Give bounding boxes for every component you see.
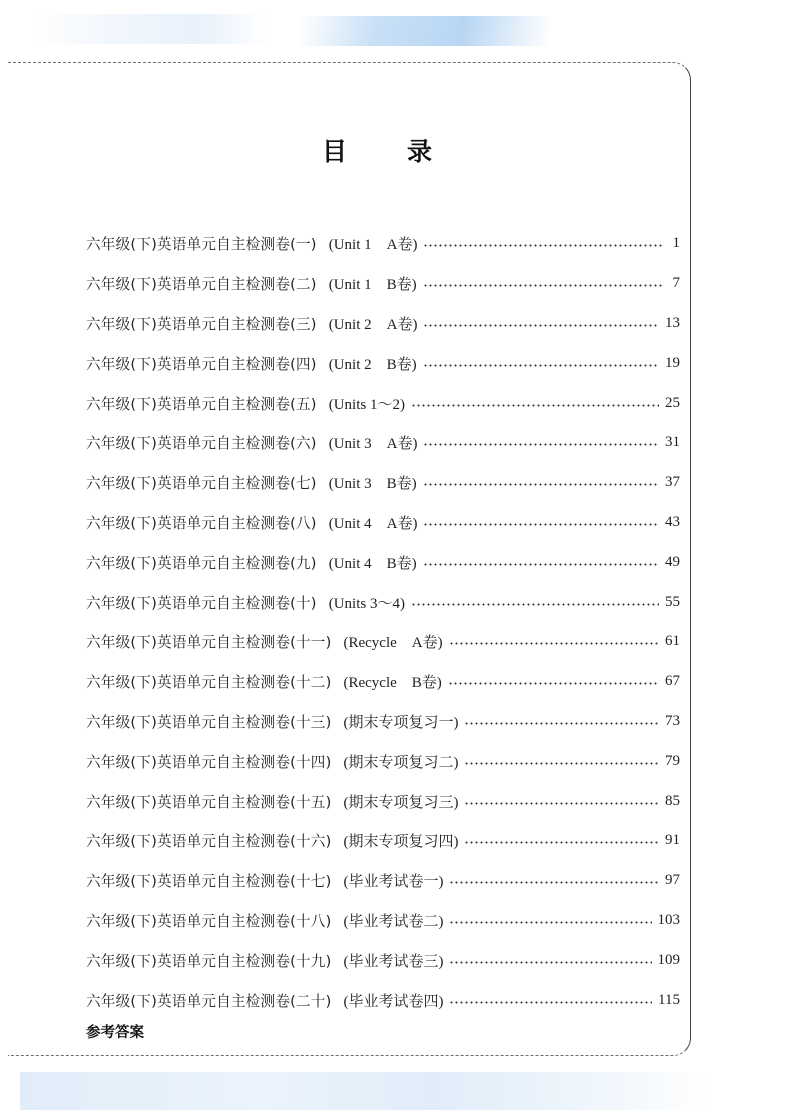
- top-band-stripe-accent: [300, 16, 550, 46]
- toc-entry[interactable]: [86, 861, 680, 901]
- toc-page-number: 31: [665, 434, 680, 451]
- toc-entry-title: 六年级(下)英语单元自主检测卷(十九): [86, 952, 332, 970]
- toc-entry-title: 六年级(下)英语单元自主检测卷(二十): [86, 992, 332, 1010]
- dot-leader: [423, 483, 659, 486]
- toc-entry-title: 六年级(下)英语单元自主检测卷(十五): [86, 793, 332, 811]
- toc-entry-title: 六年级(下)英语单元自主检测卷(八): [86, 514, 317, 532]
- dot-leader: [449, 921, 651, 924]
- toc-entry-title: 六年级(下)英语单元自主检测卷(四): [86, 355, 317, 373]
- toc-entry-subtitle: (期末专项复习一): [343, 714, 459, 731]
- toc-entry-subtitle: (Unit 3 A卷): [328, 436, 418, 453]
- toc-entry-subtitle: (Unit 2 A卷): [328, 316, 418, 333]
- toc-entry-title: 六年级(下)英语单元自主检测卷(十四): [86, 753, 332, 771]
- toc-page-number: 37: [665, 474, 680, 491]
- toc-entry-title: 六年级(下)英语单元自主检测卷(十三): [86, 713, 332, 731]
- toc-page-number: 43: [665, 513, 680, 530]
- toc-entry-title: 六年级(下)英语单元自主检测卷(九): [86, 554, 317, 572]
- toc-entry[interactable]: [86, 224, 680, 264]
- dot-leader: [449, 1001, 652, 1004]
- toc-entry[interactable]: [86, 463, 680, 503]
- toc-entry[interactable]: [86, 423, 680, 463]
- toc-entry-subtitle: (Unit 2 B卷): [328, 356, 417, 373]
- answer-key-heading[interactable]: 参考答案: [86, 1025, 144, 1041]
- toc-entry-subtitle: (毕业考试卷三): [343, 953, 444, 970]
- toc-entry-subtitle: (Units 3～4): [328, 595, 405, 612]
- table-of-contents: [86, 224, 680, 1020]
- toc-entry-title: 六年级(下)英语单元自主检测卷(七): [86, 475, 317, 493]
- toc-entry-subtitle: (毕业考试卷四): [343, 993, 444, 1010]
- toc-entry-title: 六年级(下)英语单元自主检测卷(十一): [86, 634, 332, 652]
- toc-entry[interactable]: [86, 582, 680, 622]
- toc-entry[interactable]: [86, 264, 680, 304]
- title-char-1: 目: [322, 137, 348, 166]
- toc-entry-subtitle: (Recycle B卷): [343, 675, 442, 692]
- toc-entry-subtitle: (Unit 3 B卷): [328, 476, 417, 493]
- toc-entry[interactable]: [86, 622, 680, 662]
- toc-page-number: 73: [665, 712, 680, 729]
- toc-entry-title: 六年级(下)英语单元自主检测卷(十二): [86, 674, 332, 692]
- toc-entry[interactable]: [86, 821, 680, 861]
- toc-entry-title: 六年级(下)英语单元自主检测卷(十): [86, 594, 317, 612]
- toc-page-number: 19: [665, 354, 680, 371]
- toc-page-number: 7: [672, 275, 680, 292]
- dot-leader: [423, 443, 659, 446]
- top-band-stripe: [30, 14, 270, 44]
- toc-entry-subtitle: (Unit 1 A卷): [328, 237, 418, 254]
- toc-page-number: 79: [665, 752, 680, 769]
- toc-entry[interactable]: [86, 343, 680, 383]
- bottom-band-stripe: [20, 1072, 710, 1110]
- toc-entry[interactable]: [86, 702, 680, 742]
- toc-entry[interactable]: [86, 940, 680, 980]
- toc-entry[interactable]: [86, 741, 680, 781]
- toc-entry[interactable]: [86, 662, 680, 702]
- dot-leader: [449, 642, 659, 645]
- toc-page-number: 67: [665, 673, 680, 690]
- dot-leader: [423, 284, 664, 287]
- dot-leader: [423, 244, 664, 247]
- title-char-2: 录: [406, 137, 432, 166]
- toc-entry-title: 六年级(下)英语单元自主检测卷(十六): [86, 833, 332, 851]
- dot-leader: [411, 603, 659, 606]
- toc-page-number: 49: [665, 553, 680, 570]
- toc-page-number: 85: [665, 792, 680, 809]
- toc-page-number: 91: [665, 832, 680, 849]
- toc-entry-subtitle: (Recycle A卷): [343, 635, 443, 652]
- toc-entry[interactable]: [86, 901, 680, 941]
- toc-entry-title: 六年级(下)英语单元自主检测卷(十八): [86, 912, 332, 930]
- dot-leader: [423, 523, 659, 526]
- toc-entry-title: 六年级(下)英语单元自主检测卷(五): [86, 395, 317, 413]
- toc-entry[interactable]: [86, 781, 680, 821]
- toc-entry[interactable]: [86, 304, 680, 344]
- toc-entry-title: 六年级(下)英语单元自主检测卷(三): [86, 315, 317, 333]
- dot-leader: [464, 802, 659, 805]
- toc-page-number: 1: [672, 235, 680, 252]
- toc-entry[interactable]: [86, 383, 680, 423]
- toc-page-number: 103: [657, 911, 680, 928]
- dot-leader: [464, 841, 659, 844]
- toc-page-number: 55: [665, 593, 680, 610]
- dot-leader: [423, 324, 659, 327]
- toc-page-number: 61: [665, 633, 680, 650]
- toc-entry-subtitle: (Unit 4 A卷): [328, 515, 418, 532]
- toc-entry-subtitle: (Unit 4 B卷): [328, 555, 417, 572]
- toc-entry-title: 六年级(下)英语单元自主检测卷(一): [86, 236, 317, 254]
- toc-entry-subtitle: (毕业考试卷一): [343, 874, 444, 891]
- toc-page-number: 115: [658, 991, 680, 1008]
- dot-leader: [448, 682, 659, 685]
- dot-leader: [449, 881, 659, 884]
- toc-entry-title: 六年级(下)英语单元自主检测卷(六): [86, 435, 317, 453]
- toc-page-number: 109: [657, 951, 680, 968]
- toc-entry-title: 六年级(下)英语单元自主检测卷(十七): [86, 873, 332, 891]
- toc-page-number: 25: [665, 394, 680, 411]
- dot-leader: [449, 961, 651, 964]
- toc-entry-subtitle: (Units 1～2): [328, 396, 405, 413]
- dot-leader: [464, 722, 659, 725]
- page-title: [322, 133, 432, 167]
- toc-entry-subtitle: (期末专项复习三): [343, 794, 459, 811]
- toc-entry[interactable]: [86, 503, 680, 543]
- toc-entry[interactable]: [86, 980, 680, 1020]
- dot-leader: [411, 404, 659, 407]
- dot-leader: [464, 762, 659, 765]
- dot-leader: [423, 563, 659, 566]
- toc-entry-subtitle: (期末专项复习二): [343, 754, 459, 771]
- toc-entry-subtitle: (期末专项复习四): [343, 834, 459, 851]
- toc-entry-subtitle: (毕业考试卷二): [343, 913, 444, 930]
- bottom-decorative-band: [0, 1068, 793, 1119]
- dot-leader: [423, 364, 659, 367]
- toc-entry[interactable]: [86, 542, 680, 582]
- toc-entry-title: 六年级(下)英语单元自主检测卷(二): [86, 276, 317, 294]
- toc-page-number: 97: [665, 872, 680, 889]
- toc-page-number: 13: [665, 314, 680, 331]
- top-decorative-band: [0, 0, 793, 52]
- toc-entry-subtitle: (Unit 1 B卷): [328, 277, 417, 294]
